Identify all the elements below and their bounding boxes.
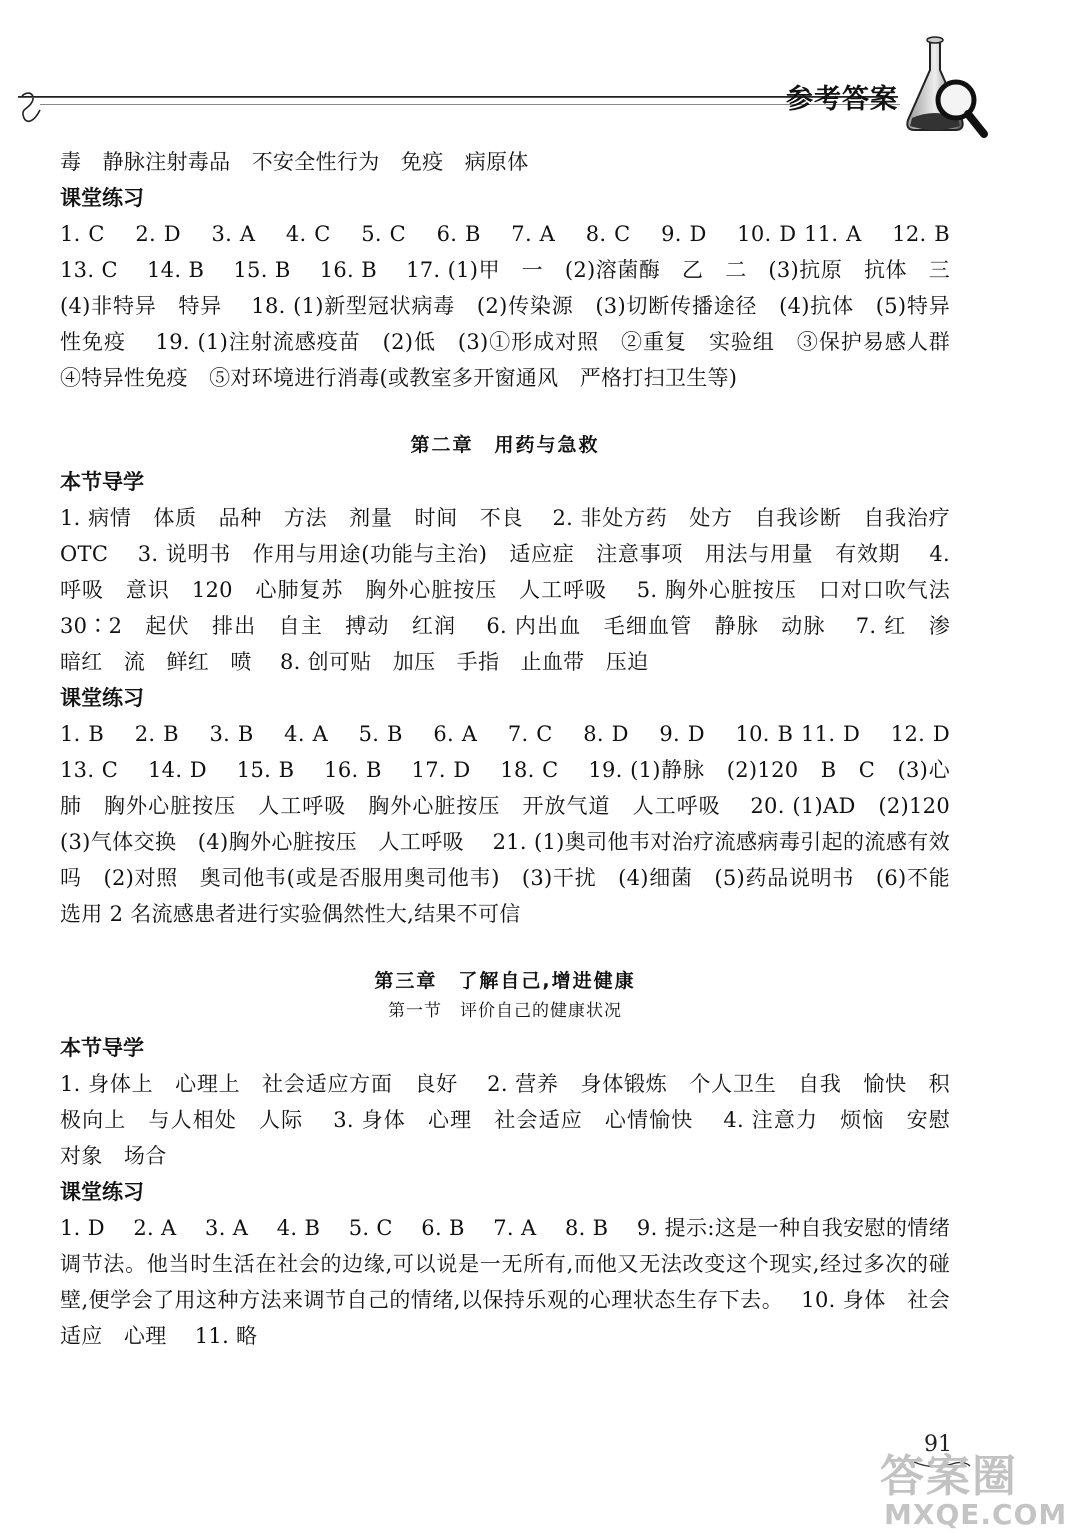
chapter-heading: 第三章 了解自己,增进健康 <box>374 970 636 992</box>
chapter-heading: 第二章 用药与急救 <box>410 434 600 456</box>
section-label: 本节导学 <box>60 1036 144 1060</box>
header-swirl-ornament <box>18 88 58 128</box>
section-label: 课堂练习 <box>60 1180 144 1204</box>
section-label: 课堂练习 <box>60 686 144 710</box>
header-title: 参考答案 <box>786 84 898 115</box>
header-rule <box>18 96 898 98</box>
section-heading: 第一节 评价自己的健康状况 <box>388 1001 622 1021</box>
page-number: 91 <box>924 1432 952 1457</box>
answer-content <box>60 144 979 1354</box>
paragraph: 毒 静脉注射毒品 不安全性行为 免疫 病原体 <box>60 150 529 174</box>
paragraph: 1. C 2. D 3. A 4. C 5. C 6. B 7. A 8. C 9. D 10. D 11. A 12. B 13. C 14. B 15. B 16. B 17. (1)甲 一 (2)溶菌酶 乙 二 (3)抗原 抗体 三 (4)非特异 特异 18. (1)新型冠状病毒 (2)传染源 (3)切断传播途径 (4)抗体 (5)特异性免疫 19. (1)注射流感疫苗 (2)低 (3)①形成对照 ②重复 实验组 ③保护易感人群 ④特异性免疫 ⑤对环境进行消毒(或教室多开窗通风 严格打扫卫生等) <box>60 222 979 390</box>
paragraph: 1. B 2. B 3. B 4. A 5. B 6. A 7. C 8. D 9. D 10. B 11. D 12. D 13. C 14. D 15. B 16. B 17. D 18. C 19. (1)静脉 (2)120 B C (3)心肺 胸外心脏按压 人工呼吸 胸外心脏按压 开放气道 人工呼吸 20. (1)AD (2)120 (3)气体交换 (4)胸外心脏按压 人工呼吸 21. (1)奥司他韦对治疗流感病毒引起的流感有效吗 (2)对照 奥司他韦(或是否服用奥司他韦) (3)干扰 (4)细菌 (5)药品说明书 (6)不能 选用 2 名流感患者进行实验偶然性大,结果不可信 <box>60 722 979 926</box>
watermark-logo <box>870 1440 1067 1536</box>
paragraph: 1. 身体上 心理上 社会适应方面 良好 2. 营养 身体锻炼 个人卫生 自我 愉快 积极向上 与人相处 人际 3. 身体 心理 社会适应 心情愉快 4. 注意力 烦恼 安慰 对象 场合 <box>60 1072 972 1168</box>
section-label: 本节导学 <box>60 470 144 494</box>
flask-magnifier-icon <box>900 30 990 150</box>
watermark-url: MXQE.COM <box>884 1498 1067 1531</box>
header-rule-secondary <box>40 104 900 105</box>
paragraph: 1. 病情 体质 品种 方法 剂量 时间 不良 2. 非处方药 处方 自我诊断 自我治疗 OTC 3. 说明书 作用与用途(功能与主治) 适应症 注意事项 用法与用量 有效期 4. 呼吸 意识 120 心肺复苏 胸外心脏按压 人工呼吸 5. 胸外心脏按压 口对口吹气法 30∶2 起伏 排出 自主 搏动 红润 6. 内出血 毛细血管 静脉 动脉 7. 红 渗 暗红 流 鲜红 喷 8. 创可贴 加压 手指 止血带 压迫 <box>60 506 972 674</box>
section-label: 课堂练习 <box>60 186 144 210</box>
watermark-text: 答案圈 <box>880 1451 1018 1502</box>
paragraph: 1. D 2. A 3. A 4. B 5. C 6. B 7. A 8. B 9. 提示:这是一种自我安慰的情绪调节法。他当时生活在社会的边缘,可以说是一无所有,而他又无法改变这个现实,经过多次的碰壁,便学会了用这种方法来调节自己的情绪,以保持乐观的心理状态生存下去。 10. 身体 社会适应 心理 11. 略 <box>60 1216 950 1348</box>
